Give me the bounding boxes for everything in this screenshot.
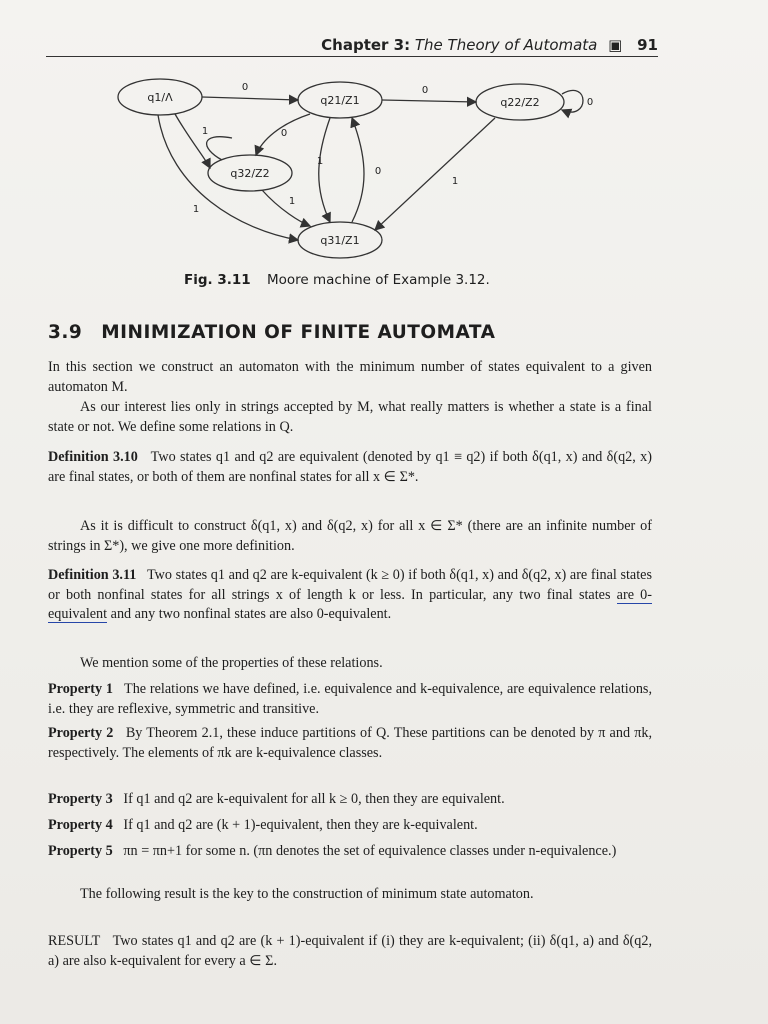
paragraph-key-result: The following result is the key to the construction of minimum state automaton. — [80, 886, 534, 902]
state-label-q1: q1/Λ — [147, 91, 173, 104]
section-title: MINIMIZATION OF FINITE AUTOMATA — [101, 322, 496, 343]
state-label-q31: q31/Z1 — [320, 234, 360, 247]
result-text: Two states q1 and q2 are (k + 1)-equivalent if (i) they are k-equivalent; (ii) δ(q1, a) and δ(q2, a) are also k-equivalent for every a ∈ Σ. — [48, 933, 653, 969]
edge-q31-q21 — [352, 118, 364, 222]
property-label: Property 2 — [48, 725, 114, 741]
moore-machine-diagram — [0, 60, 768, 270]
edge-label: 1 — [451, 176, 459, 187]
property-2 — [48, 724, 652, 763]
edge-q1-q21 — [202, 97, 298, 100]
property-label: Property 4 — [48, 817, 113, 833]
paragraph-interest: As our interest lies only in strings accepted by M, what really matters is whether a state is a final state or not. We define some relations in Q. — [48, 399, 652, 435]
edge-label: 1 — [201, 126, 209, 137]
property-text: If q1 and q2 are (k + 1)-equivalent, then they are k-equivalent. — [123, 817, 478, 833]
edge-label: 1 — [316, 156, 324, 167]
edge-q21-q22 — [382, 100, 476, 102]
result-statement — [48, 932, 652, 971]
property-label: Property 5 — [48, 843, 113, 859]
edge-label: 0 — [241, 82, 249, 93]
section-heading — [48, 322, 495, 343]
edge-q21-q31 — [316, 118, 330, 222]
property-text: By Theorem 2.1, these induce partitions of Q. These partitions can be denoted by π and πk, respectively. The elements of πk are k-equivalence classes. — [48, 725, 652, 761]
paragraph-intro: In this section we construct an automaton with the minimum number of states equivalent to a given automaton M. — [48, 359, 652, 395]
edge-q32-self — [207, 137, 232, 160]
pen-underline: are 0-equivalent — [48, 586, 653, 622]
definition-3-11 — [48, 566, 652, 625]
figure-caption — [184, 272, 490, 288]
state-label-q21: q21/Z1 — [320, 94, 360, 107]
chapter-label: Chapter 3: — [321, 36, 411, 54]
edge-label: 0 — [586, 97, 594, 108]
definition-text: Two states q1 and q2 are equivalent (denoted by q1 ≡ q2) if both δ(q1, x) and δ(q2, x) are final states, or both of them are nonfinal states for all x ∈ Σ*. — [48, 449, 652, 485]
paragraph-properties-intro: We mention some of the properties of these relations. — [80, 655, 383, 671]
edge-label: 1 — [288, 196, 296, 207]
state-label-q32: q32/Z2 — [230, 167, 270, 180]
edge-label: 0 — [421, 85, 429, 96]
property-3 — [48, 790, 652, 810]
figure-caption-text: Moore machine of Example 3.12. — [266, 272, 490, 288]
property-text: If q1 and q2 are k-equivalent for all k ≥ 0, then they are equivalent. — [123, 791, 505, 807]
property-label: Property 1 — [48, 681, 113, 697]
figure-label: Fig. 3.11 — [184, 272, 251, 288]
property-text: The relations we have defined, i.e. equivalence and k-equivalence, are equivalence relations, i.e. they are reflexive, symmetric and transitive. — [48, 681, 652, 717]
definition-3-10 — [48, 448, 652, 487]
chapter-title: The Theory of Automata — [414, 36, 598, 54]
edge-q22-self — [562, 90, 583, 112]
state-label-q22: q22/Z2 — [500, 96, 540, 109]
edge-q1-q31 — [158, 115, 298, 240]
definition-label: Definition 3.10 — [48, 449, 138, 465]
running-head — [321, 36, 658, 54]
property-text: πn = πn+1 for some n. (πn denotes the set of equivalence classes under n-equivalence.) — [123, 843, 617, 859]
section-number: 3.9 — [48, 322, 83, 343]
edge-label: 0 — [280, 128, 288, 139]
book-icon: ▣ — [608, 36, 623, 54]
property-5 — [48, 842, 652, 862]
definition-text: and any two nonfinal states are also 0-equivalent. — [107, 606, 392, 622]
page-number: 91 — [637, 36, 658, 54]
definition-text: Two states q1 and q2 are k-equivalent (k ≥ 0) if both δ(q1, x) and δ(q2, x) are final states or both nonfinal states for all strings x of length k or less. In particular, any two final states — [48, 567, 652, 603]
property-1 — [48, 680, 652, 719]
paragraph-difficult: As it is difficult to construct δ(q1, x) and δ(q2, x) for all x ∈ Σ* (there are an infinite number of strings in Σ*), we give one more definition. — [48, 518, 652, 554]
definition-label: Definition 3.11 — [48, 567, 137, 583]
header-rule — [46, 56, 658, 57]
edge-q22-q31 — [375, 118, 495, 230]
property-4 — [48, 816, 652, 836]
edge-label: 0 — [374, 166, 382, 177]
property-label: Property 3 — [48, 791, 113, 807]
edge-q32-q31 — [262, 190, 310, 226]
edge-q1-q32 — [175, 114, 210, 168]
edge-label: 1 — [192, 204, 200, 215]
result-label: RESULT — [48, 933, 101, 949]
